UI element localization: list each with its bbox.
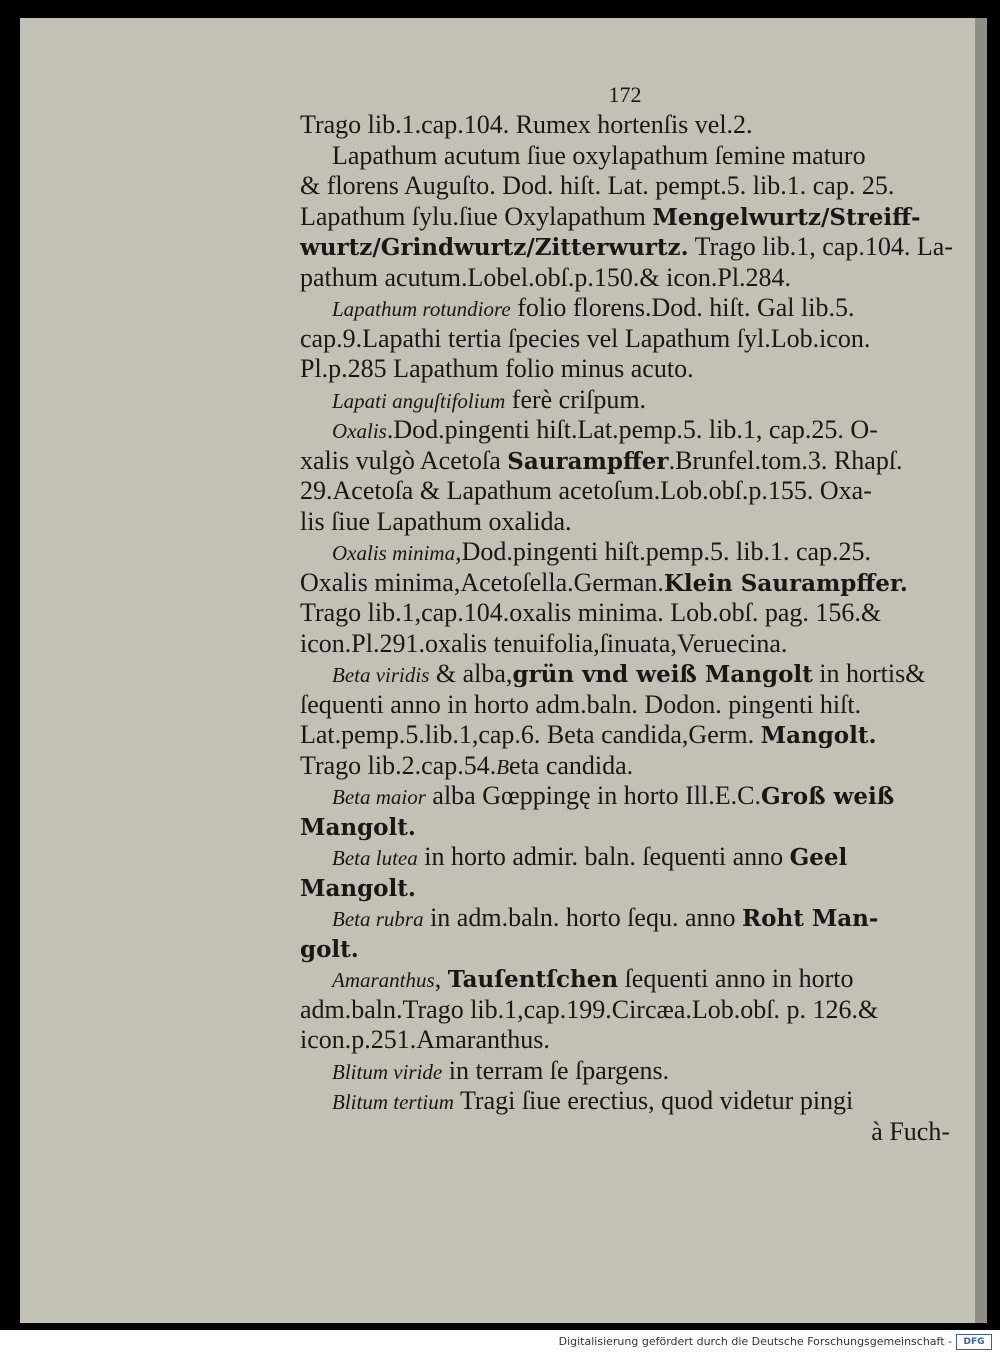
fraktur-span: Mangolt. [300,813,416,841]
text-span: Pl.p.285 Lapathum folio minus acuto. [300,354,694,383]
text-line [300,324,950,355]
text-span: xalis vulgò Acetoſa [300,445,508,475]
fraktur-span: Mangolt. [760,722,877,749]
text-line [300,842,950,873]
text-span: , [434,964,448,993]
text-line [300,995,950,1026]
text-span: ferè criſpum. [505,384,647,414]
text-line [300,690,950,721]
italic-span: Lapati anguſtifolium [332,388,506,413]
dfg-logo: DFG [956,1334,992,1350]
text-span: .Brunfel.tom.3. Rhapſ. [668,445,903,475]
page-edge [975,18,987,1323]
text-line [300,141,950,172]
text-span: icon.Pl.291.oxalis tenuifolia,ſinuata,Veruecina. [300,628,788,658]
fraktur-span: Klein Saurampffer. [663,569,908,597]
text-span: & florens Auguſto. Dod. hiſt. Lat. pempt.5. lib.1. cap. 25. [300,171,895,200]
fraktur-span: Mangolt. [300,874,416,902]
text-line [300,385,950,416]
italic-span: Amaranthus [332,968,435,992]
text-line [300,1056,950,1087]
italic-span: Oxalis minima [332,541,456,565]
italic-span: Oxalis [332,419,387,443]
text-span: Trago lib.1,cap.104.oxalis minima. Lob.obſ. pag. 156.& [300,598,882,627]
text-line [300,232,953,263]
text-span: cap.9.Lapathi tertia ſpecies vel Lapathum ſyl.Lob.icon. [300,323,871,353]
text-line [300,781,950,812]
text-span: Lapathum ſylu.ſiue Oxylapathum [300,201,653,231]
italic-span: Beta viridis [332,663,430,687]
text-span: folio florens.Dod. hiſt. Gal lib.5. [510,293,855,322]
text-span: Tragi ſiue erectius, quod videtur pingi [453,1086,854,1115]
text-span: 29.Acetoſa & Lapathum acetoſum.Lob.obſ.p.155. Oxa- [300,476,872,505]
footer-text: Digitalisierung gefördert durch die Deutsche Forschungsgemeinschaft - [558,1335,952,1348]
fraktur-span: grün vnd weiß Mangolt [512,661,813,688]
text-span: & alba, [429,659,513,688]
text-span: in terram ſe ſpargens. [442,1055,670,1085]
text-line [300,659,950,690]
text-span: in hortis& [812,659,926,688]
text-span: Trago lib.1, cap.104. La- [688,232,953,261]
text-line [300,720,950,751]
text-span: in horto admir. baln. ſequenti anno [417,842,790,871]
text-line [300,903,950,934]
italic-span: Blitum tertium [332,1090,454,1114]
fraktur-span: Saurampffer [507,447,669,475]
text-span: ,Dod.pingenti hiſt.pemp.5. lib.1. cap.25. [455,537,872,566]
text-lines [300,110,953,1147]
text-line [300,446,950,477]
text-span: icon.p.251.Amaranthus. [300,1025,550,1054]
text-line [300,1117,950,1148]
text-span: in adm.baln. horto ſequ. anno [423,903,743,932]
text-span: ſequenti anno in horto [618,964,854,993]
italic-span: Beta lutea [332,846,418,870]
text-line [300,934,950,965]
fraktur-span: Geel [789,844,848,871]
text-line [300,629,950,660]
text-span: pathum acutum.Lobel.obſ.p.150.& icon.Pl.284. [300,262,792,292]
text-line [300,110,950,141]
text-line [300,293,950,324]
italic-span: Beta maior [332,785,426,809]
footer-bar [0,1330,1000,1353]
text-line [300,354,950,385]
fraktur-span: Roht Man- [742,905,879,932]
text-line [300,964,950,995]
text-line [300,171,950,202]
text-span: Trago lib.1.cap.104. Rumex hortenſis vel.2. [300,110,753,139]
text-line [300,751,950,782]
text-line [300,568,950,599]
italic-span: Beta rubra [332,907,424,931]
text-span: Lat.pemp.5.lib.1,cap.6. Beta candida,Germ. [300,720,761,749]
fraktur-span: Groß weiß [760,783,895,810]
italic-span: Blitum viride [332,1059,443,1084]
text-span: .Dod.pingenti hiſt.Lat.pemp.5. lib.1, cap.25. O- [386,415,878,444]
text-line [300,476,950,507]
text-line [300,812,950,843]
text-span: adm.baln.Trago lib.1,cap.199.Circæa.Lob.obſ. p. 126.& [300,994,879,1024]
fraktur-span: Tauſentſchen [447,966,619,993]
text-line [300,537,950,568]
text-line [300,415,950,446]
text-span: à Fuch- [871,1116,950,1146]
text-span: lis ſiue Lapathum oxalida. [300,506,572,536]
text-line [300,507,950,538]
page-number: 172 [608,82,642,107]
text-line [300,202,950,233]
text-line [300,873,950,904]
italic-span: B [496,754,510,779]
italic-span: Lapathum rotundiore [332,297,511,321]
text-span: Oxalis minima,Acetoſella.German. [300,567,664,597]
text-line [300,263,950,294]
text-line [300,1025,950,1056]
text-span: alba Gœppingę in horto Ill.E.C. [425,781,761,810]
text-span: Lapathum acutum ſiue oxylapathum ſemine maturo [332,140,866,170]
text-span: eta candida. [509,750,634,780]
text-line [300,598,950,629]
text-span: ſequenti anno in horto adm.baln. Dodon. pingenti hiſt. [300,689,862,719]
fraktur-span: Mengelwurtz/Streiff- [652,203,921,231]
text-span: Trago lib.2.cap.54. [300,750,497,780]
fraktur-span: wurtz/Grindwurtz/Zitterwurtz. [300,234,689,261]
text-block [300,80,953,1147]
text-line [300,1086,950,1117]
fraktur-span: golt. [300,935,359,963]
